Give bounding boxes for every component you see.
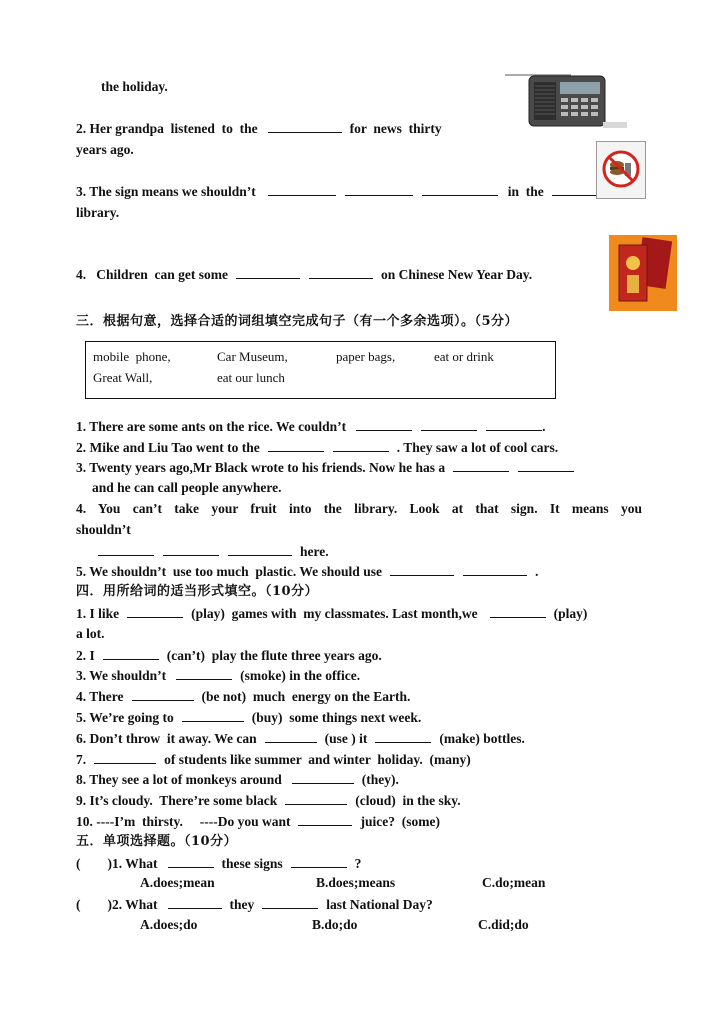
answer-blank[interactable] xyxy=(268,438,324,452)
red-envelope-image xyxy=(609,235,677,311)
word-option: mobile phone, xyxy=(93,349,171,364)
answer-blank[interactable] xyxy=(268,119,342,133)
answer-blank[interactable] xyxy=(345,182,413,196)
part2-q3-cont: library. xyxy=(76,205,120,220)
part5-q1: ( )1. What these signs ? xyxy=(76,856,362,871)
part3-q2: 2. Mike and Liu Tao went to the . They saw a lot of cool cars. xyxy=(76,440,559,455)
part4-q3: 3. We shouldn’t (smoke) in the office. xyxy=(76,668,361,683)
word-option: Great Wall, xyxy=(93,370,153,385)
part4-q10: 10. ----I’m thirsty. ----Do you want juice? (some) xyxy=(76,814,440,829)
answer-blank[interactable] xyxy=(490,604,546,618)
answer-blank[interactable] xyxy=(163,542,219,556)
part5-q2: ( )2. What they last National Day? xyxy=(76,897,433,912)
part4-q2: 2. I (can’t) play the flute three years ago. xyxy=(76,648,382,663)
answer-blank[interactable] xyxy=(309,265,373,279)
answer-blank[interactable] xyxy=(182,708,244,722)
part3-q3-cont: and he can call people anywhere. xyxy=(92,480,282,495)
part3-q5: 5. We shouldn’t use too much plastic. We should use . xyxy=(76,564,539,579)
answer-blank[interactable] xyxy=(168,895,222,909)
answer-blank[interactable] xyxy=(292,770,354,784)
part5-q2-option-b[interactable]: B.do;do xyxy=(312,917,358,932)
answer-blank[interactable] xyxy=(103,646,159,660)
part5-q1-option-a[interactable]: A.does;mean xyxy=(140,875,215,890)
answer-blank[interactable] xyxy=(291,854,347,868)
part4-q5: 5. We’re going to (buy) some things next week. xyxy=(76,710,422,725)
answer-blank[interactable] xyxy=(356,417,412,431)
part4-q4: 4. There (be not) much energy on the Earth. xyxy=(76,689,411,704)
answer-blank[interactable] xyxy=(236,265,300,279)
answer-blank[interactable] xyxy=(98,542,154,556)
part4-q9: 9. It’s cloudy. There’re some black (cloud) in the sky. xyxy=(76,793,461,808)
answer-blank[interactable] xyxy=(127,604,183,618)
answer-blank[interactable] xyxy=(168,854,214,868)
part4-q8: 8. They see a lot of monkeys around (they). xyxy=(76,772,399,787)
answer-blank[interactable] xyxy=(453,458,509,472)
part3-q4-cont: shouldn’t xyxy=(76,522,131,537)
part4-q1-cont: a lot. xyxy=(76,626,105,641)
answer-blank[interactable] xyxy=(421,417,477,431)
part2-q4: 4. Children can get some on Chinese New Year Day. xyxy=(76,267,533,282)
answer-blank[interactable] xyxy=(390,562,454,576)
part4-q6: 6. Don’t throw it away. We can (use ) it (make) bottles. xyxy=(76,731,525,746)
part5-heading: 五．单项选择题。（10分） xyxy=(76,834,238,849)
answer-blank[interactable] xyxy=(285,791,347,805)
answer-blank[interactable] xyxy=(265,729,317,743)
no-eating-sign-image xyxy=(596,141,646,199)
answer-blank[interactable] xyxy=(176,666,232,680)
part2-q3: 3. The sign means we shouldn’t in the xyxy=(76,182,601,201)
part4-heading: 四．用所给词的适当形式填空。（10分） xyxy=(76,584,319,599)
part2-q2-cont: years ago. xyxy=(76,142,134,157)
answer-blank[interactable] xyxy=(463,562,527,576)
answer-blank[interactable] xyxy=(132,687,194,701)
word-bank-box xyxy=(85,341,556,399)
part3-q1: 1. There are some ants on the rice. We couldn’t . xyxy=(76,419,546,434)
part2-q2: 2. Her grandpa listened to the for news thirty xyxy=(76,121,442,136)
part3-q3: 3. Twenty years ago,Mr Black wrote to his friends. Now he has a xyxy=(76,458,577,477)
answer-blank[interactable] xyxy=(228,542,292,556)
answer-blank[interactable] xyxy=(262,895,318,909)
answer-blank[interactable] xyxy=(552,182,598,196)
answer-blank[interactable] xyxy=(486,417,542,431)
part2-line0: the holiday. xyxy=(101,79,168,94)
word-option: eat or drink xyxy=(434,349,494,364)
word-option: paper bags, xyxy=(336,349,396,364)
part5-q1-option-b[interactable]: B.does;means xyxy=(316,875,396,890)
answer-blank[interactable] xyxy=(94,750,156,764)
part3-q4-blanks: here. xyxy=(98,542,329,561)
answer-blank[interactable] xyxy=(518,458,574,472)
answer-blank[interactable] xyxy=(375,729,431,743)
part4-q7: 7. of students like summer and winter holiday. (many) xyxy=(76,752,471,767)
answer-blank[interactable] xyxy=(333,438,389,452)
part3-heading: 三．根据句意，选择合适的词组填空完成句子（有一个多余选项）。（5分） xyxy=(76,314,519,329)
word-option: eat our lunch xyxy=(217,370,285,385)
part5-q2-option-c[interactable]: C.did;do xyxy=(478,917,529,932)
answer-blank[interactable] xyxy=(268,182,336,196)
radio-image xyxy=(503,72,629,130)
answer-blank[interactable] xyxy=(422,182,498,196)
word-option: Car Museum, xyxy=(217,349,288,364)
part3-q4: 4. You can’t take your fruit into the library. Look at that sign. It means you xyxy=(76,501,642,516)
part5-q2-option-a[interactable]: A.does;do xyxy=(140,917,198,932)
part5-q1-option-c[interactable]: C.do;mean xyxy=(482,875,546,890)
part4-q1: 1. I like (play) games with my classmates. Last month,we (play) xyxy=(76,606,588,621)
answer-blank[interactable] xyxy=(298,812,352,826)
